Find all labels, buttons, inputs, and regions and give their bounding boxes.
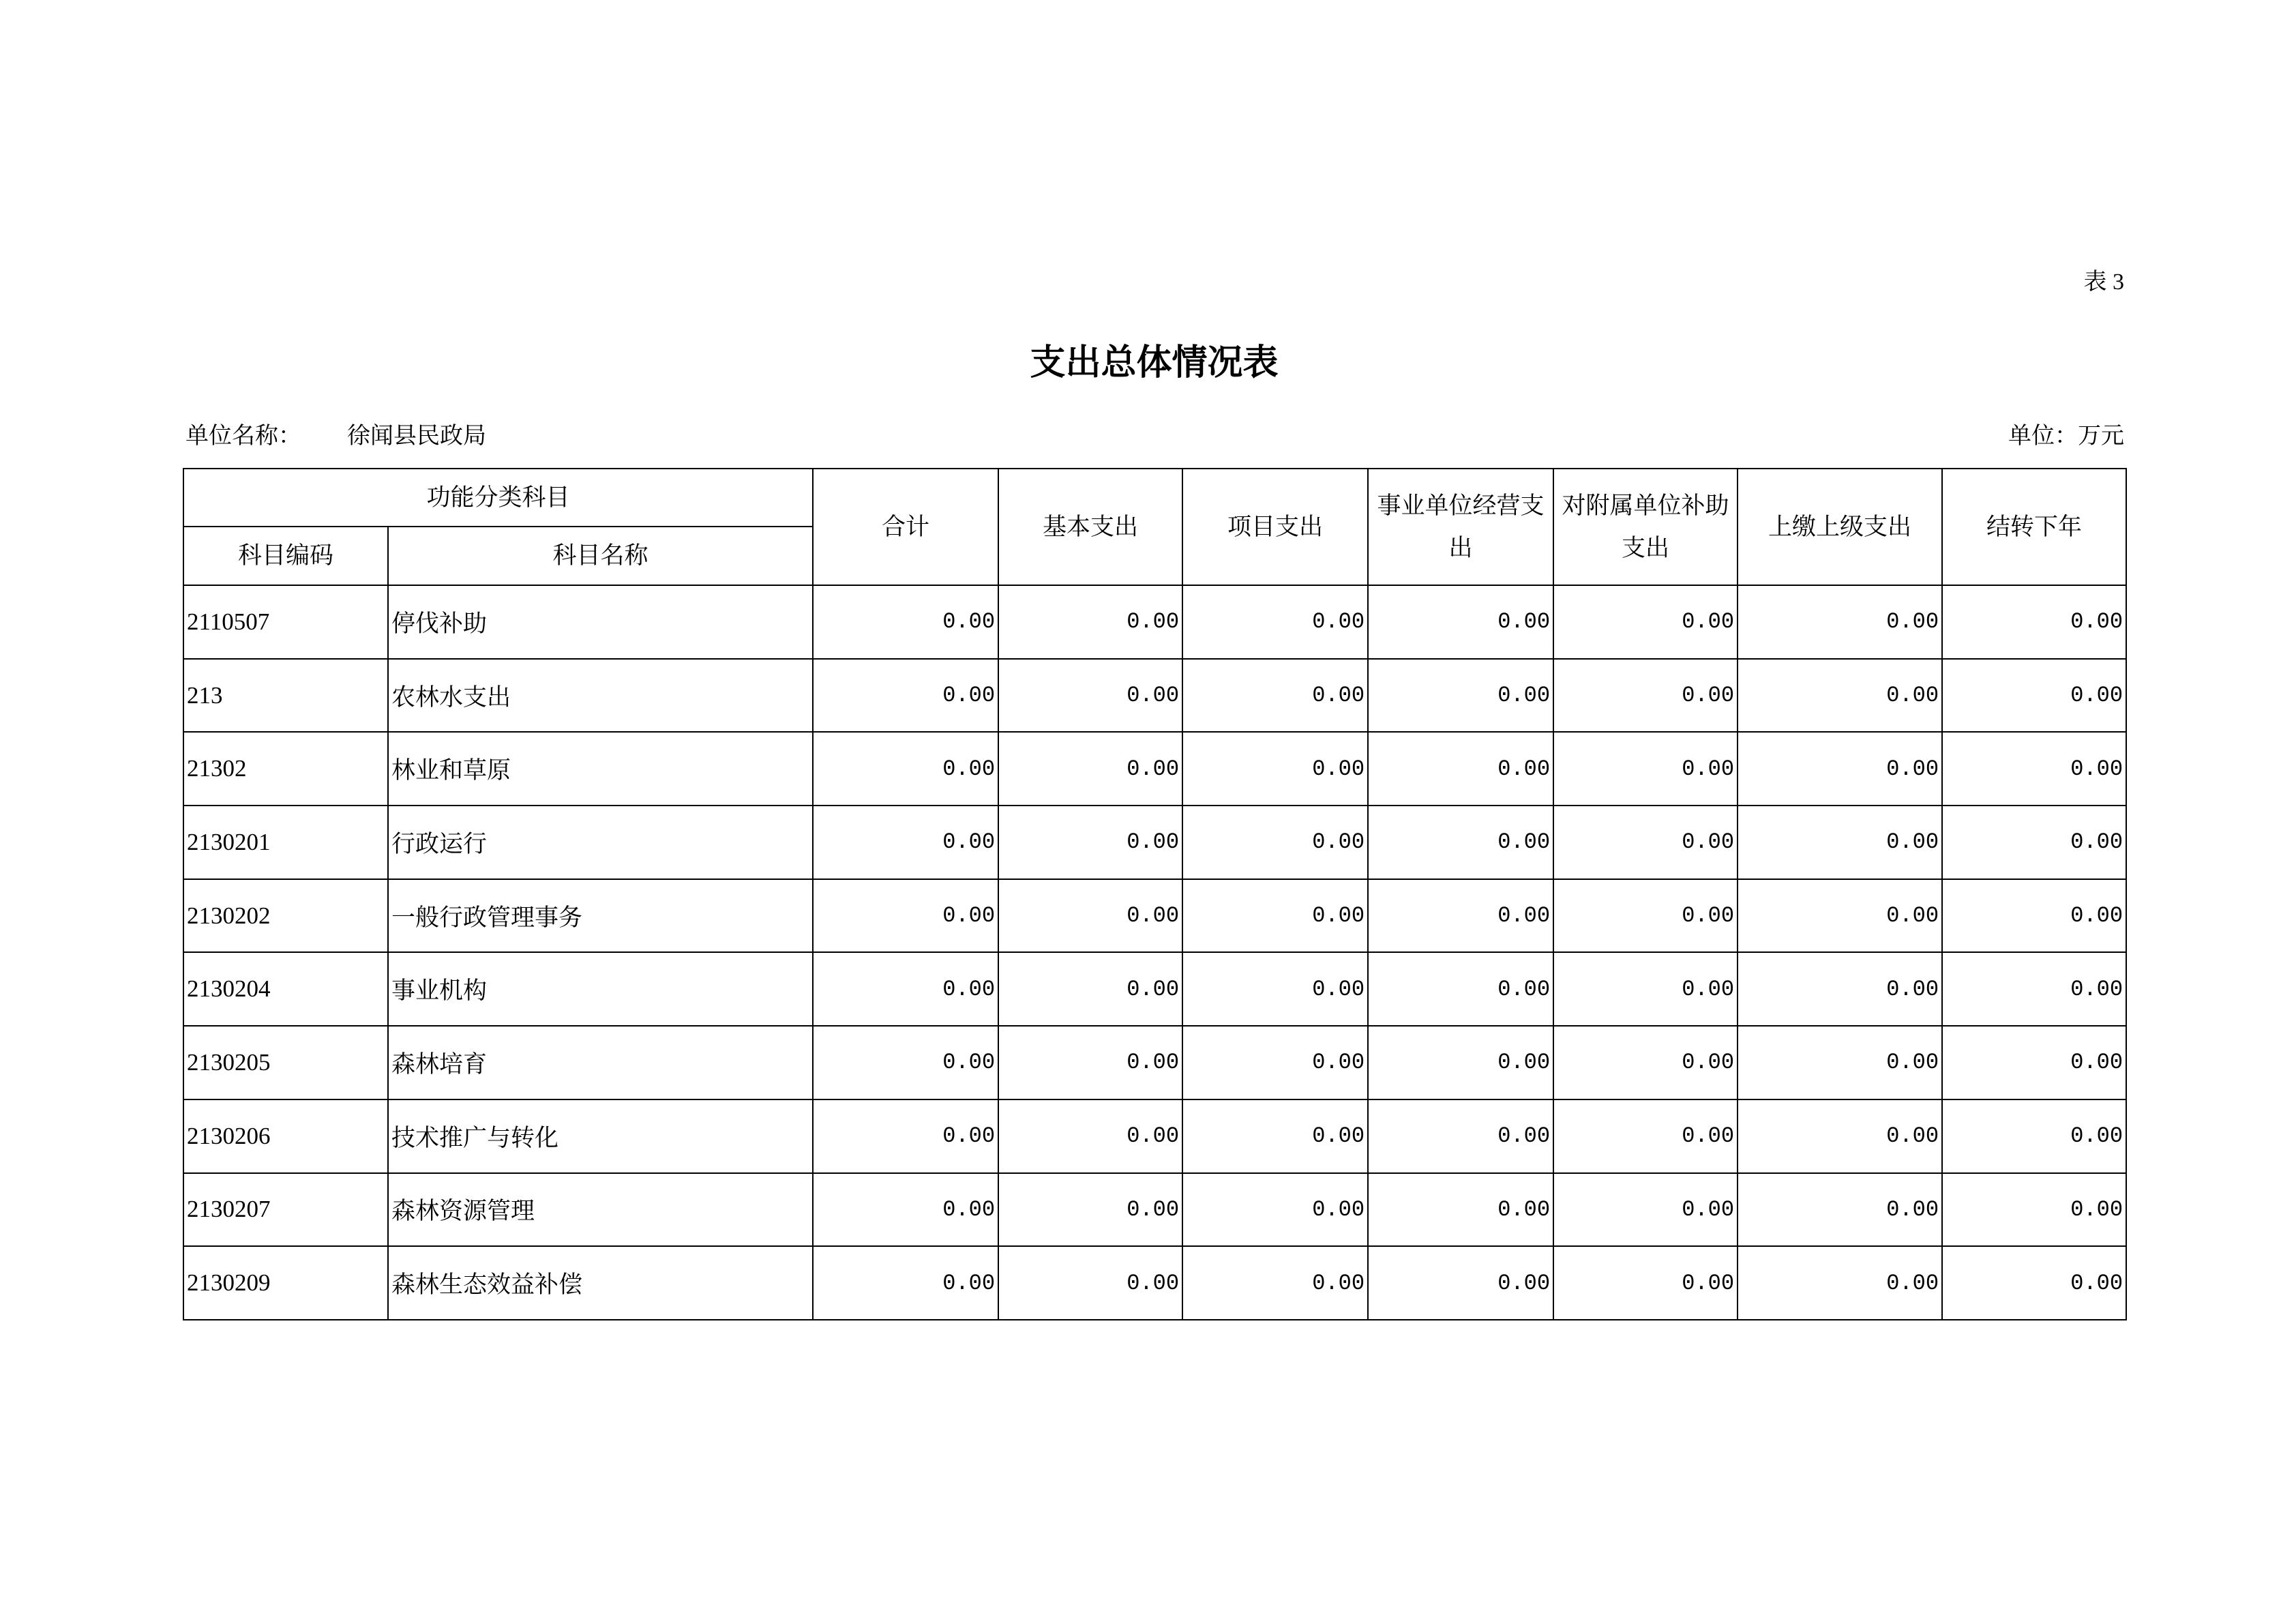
- table-row: [183, 585, 2126, 659]
- cell-subsidiary-subsidy: 0.00: [1553, 1099, 1738, 1173]
- cell-upper-level-remittance: 0.00: [1738, 1099, 1942, 1173]
- cell-upper-level-remittance: 0.00: [1738, 806, 1942, 879]
- unit-name-label: 单位名称：: [185, 424, 301, 449]
- cell-carryover: 0.00: [1942, 879, 2126, 953]
- cell-subsidiary-subsidy: 0.00: [1553, 952, 1738, 1026]
- cell-basic-expenditure: 0.00: [998, 659, 1182, 733]
- cell-business-expenditure: 0.00: [1368, 1246, 1553, 1320]
- cell-basic-expenditure: 0.00: [998, 1173, 1182, 1247]
- table-row: [183, 952, 2126, 1026]
- cell-subsidiary-subsidy: 0.00: [1553, 806, 1738, 879]
- table-body: [183, 585, 2126, 1320]
- unit-info-line: [183, 422, 2126, 452]
- header-subsidiary-subsidy: 对附属单位补助支出: [1553, 469, 1738, 585]
- table-row: [183, 1099, 2126, 1173]
- cell-carryover: 0.00: [1942, 732, 2126, 806]
- table-row: [183, 806, 2126, 879]
- header-basic-expenditure: 基本支出: [998, 469, 1182, 585]
- cell-project-expenditure: 0.00: [1182, 659, 1368, 733]
- cell-total: 0.00: [813, 659, 998, 733]
- cell-carryover: 0.00: [1942, 1173, 2126, 1247]
- header-upper-level-remittance: 上缴上级支出: [1738, 469, 1942, 585]
- cell-project-expenditure: 0.00: [1182, 879, 1368, 953]
- cell-business-expenditure: 0.00: [1368, 952, 1553, 1026]
- cell-total: 0.00: [813, 732, 998, 806]
- expenditure-table: [183, 468, 2127, 1320]
- header-business-expenditure: 事业单位经营支出: [1368, 469, 1553, 585]
- cell-subject-name: 森林资源管理: [388, 1173, 813, 1247]
- table-row: [183, 1246, 2126, 1320]
- cell-carryover: 0.00: [1942, 806, 2126, 879]
- table-header: [183, 469, 2126, 585]
- cell-total: 0.00: [813, 1026, 998, 1099]
- cell-upper-level-remittance: 0.00: [1738, 585, 1942, 659]
- cell-project-expenditure: 0.00: [1182, 952, 1368, 1026]
- table-row: [183, 879, 2126, 953]
- cell-subsidiary-subsidy: 0.00: [1553, 659, 1738, 733]
- cell-subsidiary-subsidy: 0.00: [1553, 1173, 1738, 1247]
- cell-subject-code: 2110507: [183, 585, 388, 659]
- header-subject-name: 科目名称: [388, 527, 813, 585]
- cell-upper-level-remittance: 0.00: [1738, 659, 1942, 733]
- cell-upper-level-remittance: 0.00: [1738, 952, 1942, 1026]
- cell-subject-code: 2130205: [183, 1026, 388, 1099]
- cell-business-expenditure: 0.00: [1368, 585, 1553, 659]
- cell-subsidiary-subsidy: 0.00: [1553, 1246, 1738, 1320]
- cell-project-expenditure: 0.00: [1182, 1026, 1368, 1099]
- table-row: [183, 1026, 2126, 1099]
- cell-basic-expenditure: 0.00: [998, 806, 1182, 879]
- cell-subject-name: 行政运行: [388, 806, 813, 879]
- header-subject-code: 科目编码: [183, 527, 388, 585]
- cell-subject-code: 2130202: [183, 879, 388, 953]
- table-row: [183, 1173, 2126, 1247]
- cell-project-expenditure: 0.00: [1182, 806, 1368, 879]
- cell-business-expenditure: 0.00: [1368, 659, 1553, 733]
- cell-business-expenditure: 0.00: [1368, 879, 1553, 953]
- cell-subject-name: 农林水支出: [388, 659, 813, 733]
- cell-subject-name: 事业机构: [388, 952, 813, 1026]
- cell-subsidiary-subsidy: 0.00: [1553, 732, 1738, 806]
- cell-subject-code: 2130201: [183, 806, 388, 879]
- cell-upper-level-remittance: 0.00: [1738, 1026, 1942, 1099]
- cell-basic-expenditure: 0.00: [998, 1099, 1182, 1173]
- cell-project-expenditure: 0.00: [1182, 732, 1368, 806]
- cell-upper-level-remittance: 0.00: [1738, 1246, 1942, 1320]
- cell-total: 0.00: [813, 806, 998, 879]
- cell-subject-name: 林业和草原: [388, 732, 813, 806]
- cell-business-expenditure: 0.00: [1368, 806, 1553, 879]
- header-row-group: [183, 469, 2126, 527]
- cell-business-expenditure: 0.00: [1368, 1173, 1553, 1247]
- cell-basic-expenditure: 0.00: [998, 732, 1182, 806]
- cell-subsidiary-subsidy: 0.00: [1553, 879, 1738, 953]
- cell-subject-name: 停伐补助: [388, 585, 813, 659]
- cell-subject-name: 森林培育: [388, 1026, 813, 1099]
- cell-total: 0.00: [813, 952, 998, 1026]
- cell-carryover: 0.00: [1942, 1026, 2126, 1099]
- table-row: [183, 732, 2126, 806]
- cell-project-expenditure: 0.00: [1182, 1099, 1368, 1173]
- cell-carryover: 0.00: [1942, 585, 2126, 659]
- header-total: 合计: [813, 469, 998, 585]
- cell-total: 0.00: [813, 1246, 998, 1320]
- cell-upper-level-remittance: 0.00: [1738, 1173, 1942, 1247]
- cell-subject-code: 21302: [183, 732, 388, 806]
- cell-project-expenditure: 0.00: [1182, 585, 1368, 659]
- cell-total: 0.00: [813, 879, 998, 953]
- cell-total: 0.00: [813, 1173, 998, 1247]
- cell-subsidiary-subsidy: 0.00: [1553, 585, 1738, 659]
- cell-subject-code: 2130207: [183, 1173, 388, 1247]
- cell-basic-expenditure: 0.00: [998, 879, 1182, 953]
- cell-business-expenditure: 0.00: [1368, 1099, 1553, 1173]
- cell-carryover: 0.00: [1942, 1246, 2126, 1320]
- cell-basic-expenditure: 0.00: [998, 1246, 1182, 1320]
- cell-business-expenditure: 0.00: [1368, 732, 1553, 806]
- cell-subsidiary-subsidy: 0.00: [1553, 1026, 1738, 1099]
- page-title: 支出总体情况表: [1030, 344, 1279, 383]
- header-function-category: 功能分类科目: [183, 469, 813, 527]
- cell-basic-expenditure: 0.00: [998, 585, 1182, 659]
- cell-subject-code: 213: [183, 659, 388, 733]
- cell-business-expenditure: 0.00: [1368, 1026, 1553, 1099]
- header-carryover: 结转下年: [1942, 469, 2126, 585]
- cell-subject-code: 2130209: [183, 1246, 388, 1320]
- cell-basic-expenditure: 0.00: [998, 952, 1182, 1026]
- cell-upper-level-remittance: 0.00: [1738, 732, 1942, 806]
- header-project-expenditure: 项目支出: [1182, 469, 1368, 585]
- table-row: [183, 659, 2126, 733]
- cell-project-expenditure: 0.00: [1182, 1173, 1368, 1247]
- cell-carryover: 0.00: [1942, 1099, 2126, 1173]
- cell-subject-code: 2130206: [183, 1099, 388, 1173]
- cell-carryover: 0.00: [1942, 952, 2126, 1026]
- cell-basic-expenditure: 0.00: [998, 1026, 1182, 1099]
- cell-upper-level-remittance: 0.00: [1738, 879, 1942, 953]
- cell-carryover: 0.00: [1942, 659, 2126, 733]
- cell-total: 0.00: [813, 585, 998, 659]
- cell-subject-name: 一般行政管理事务: [388, 879, 813, 953]
- currency-unit-label: 单位：万元: [2008, 424, 2124, 449]
- table-number: 表 3: [2083, 269, 2124, 295]
- cell-total: 0.00: [813, 1099, 998, 1173]
- cell-subject-name: 森林生态效益补偿: [388, 1246, 813, 1320]
- unit-name: 徐闻县民政局: [347, 424, 486, 449]
- cell-subject-name: 技术推广与转化: [388, 1099, 813, 1173]
- cell-subject-code: 2130204: [183, 952, 388, 1026]
- cell-project-expenditure: 0.00: [1182, 1246, 1368, 1320]
